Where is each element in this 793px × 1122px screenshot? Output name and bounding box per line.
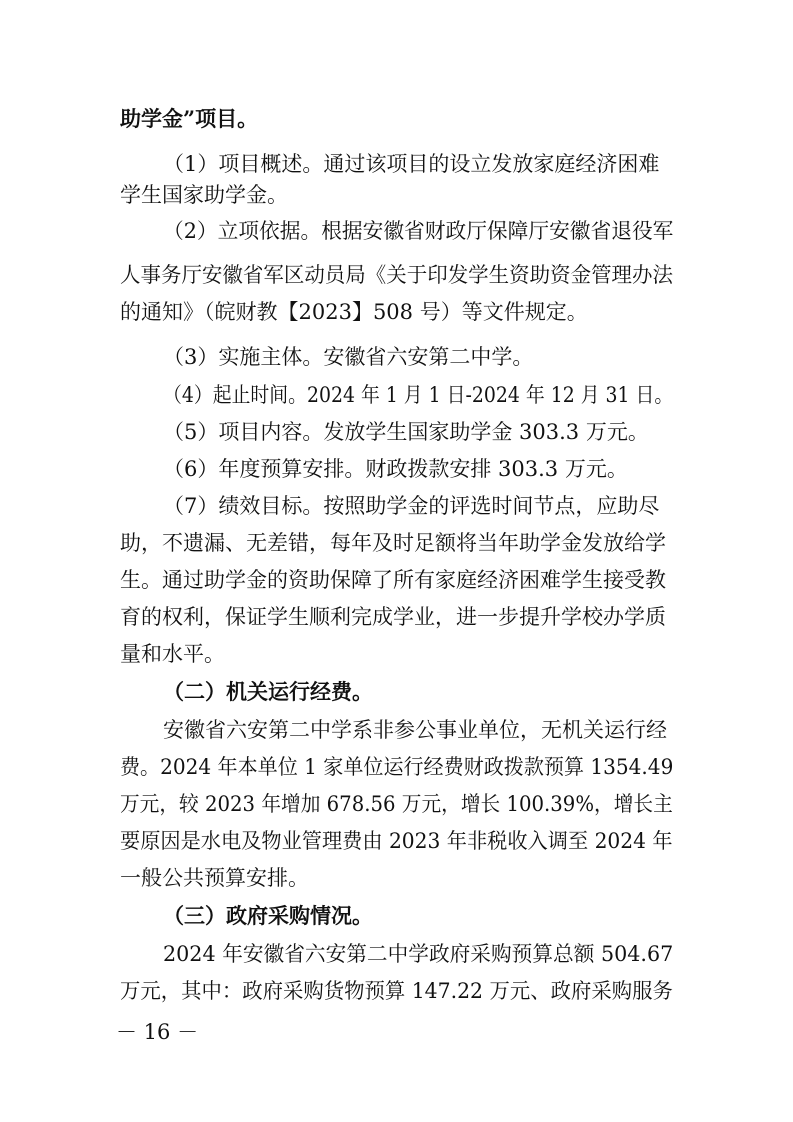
paragraph-line: （2）立项依据。根据安徽省财政厅保障厅安徽省退役军 xyxy=(163,219,674,243)
paragraph-line: （4）起止时间。2024 年 1 月 1 日-2024 年 12 月 31 日。 xyxy=(163,383,674,407)
section-heading: （三）政府采购情况。 xyxy=(163,903,373,928)
paragraph-line: 学生国家助学金。 xyxy=(120,183,288,207)
paragraph-line: 助，不遗漏、无差错，每年及时足额将当年助学金发放给学 xyxy=(120,531,666,555)
paragraph-line: 人事务厅安徽省军区动员局《关于印发学生资助资金管理办法 xyxy=(120,263,673,287)
paragraph-line: 量和水平。 xyxy=(120,642,225,666)
paragraph-line: 万元，较 2023 年增加 678.56 万元，增长 100.39%，增长主 xyxy=(120,792,673,816)
paragraph-line: （7）绩效目标。按照助学金的评选时间节点，应助尽 xyxy=(163,494,660,518)
paragraph-line: 一般公共预算安排。 xyxy=(120,866,309,890)
paragraph-line: 育的权利，保证学生顺利完成学业，进一步提升学校办学质 xyxy=(120,605,666,629)
paragraph-line: （6）年度预算安排。财政拨款安排 303.3 万元。 xyxy=(163,457,628,481)
paragraph-line: 2024 年安徽省六安第二中学政府采购预算总额 504.67 xyxy=(163,942,674,966)
paragraph-line: （5）项目内容。发放学生国家助学金 303.3 万元。 xyxy=(163,420,649,444)
paragraph-line: 安徽省六安第二中学系非参公事业单位，无机关运行经 xyxy=(163,718,667,742)
paragraph-line: 生。通过助学金的资助保障了所有家庭经济困难学生接受教 xyxy=(120,568,666,592)
paragraph-line: 要原因是水电及物业管理费由 2023 年非税收入调至 2024 年 xyxy=(120,829,673,853)
paragraph-line: 费。2024 年本单位 1 家单位运行经费财政拨款预算 1354.49 xyxy=(120,755,674,779)
page-number: － 16 － xyxy=(116,1020,199,1044)
section-heading: （二）机关运行经费。 xyxy=(163,679,373,704)
paragraph-line: 万元，其中：政府采购货物预算 147.22 万元、政府采购服务 xyxy=(120,979,673,1003)
paragraph-line: 的通知》（皖财教【2023】508 号）等文件规定。 xyxy=(120,300,588,324)
paragraph-line: （1）项目概述。通过该项目的设立发放家庭经济困难 xyxy=(163,152,660,176)
heading-continuation: 助学金”项目。 xyxy=(120,106,259,131)
paragraph-line: （3）实施主体。安徽省六安第二中学。 xyxy=(163,345,534,369)
